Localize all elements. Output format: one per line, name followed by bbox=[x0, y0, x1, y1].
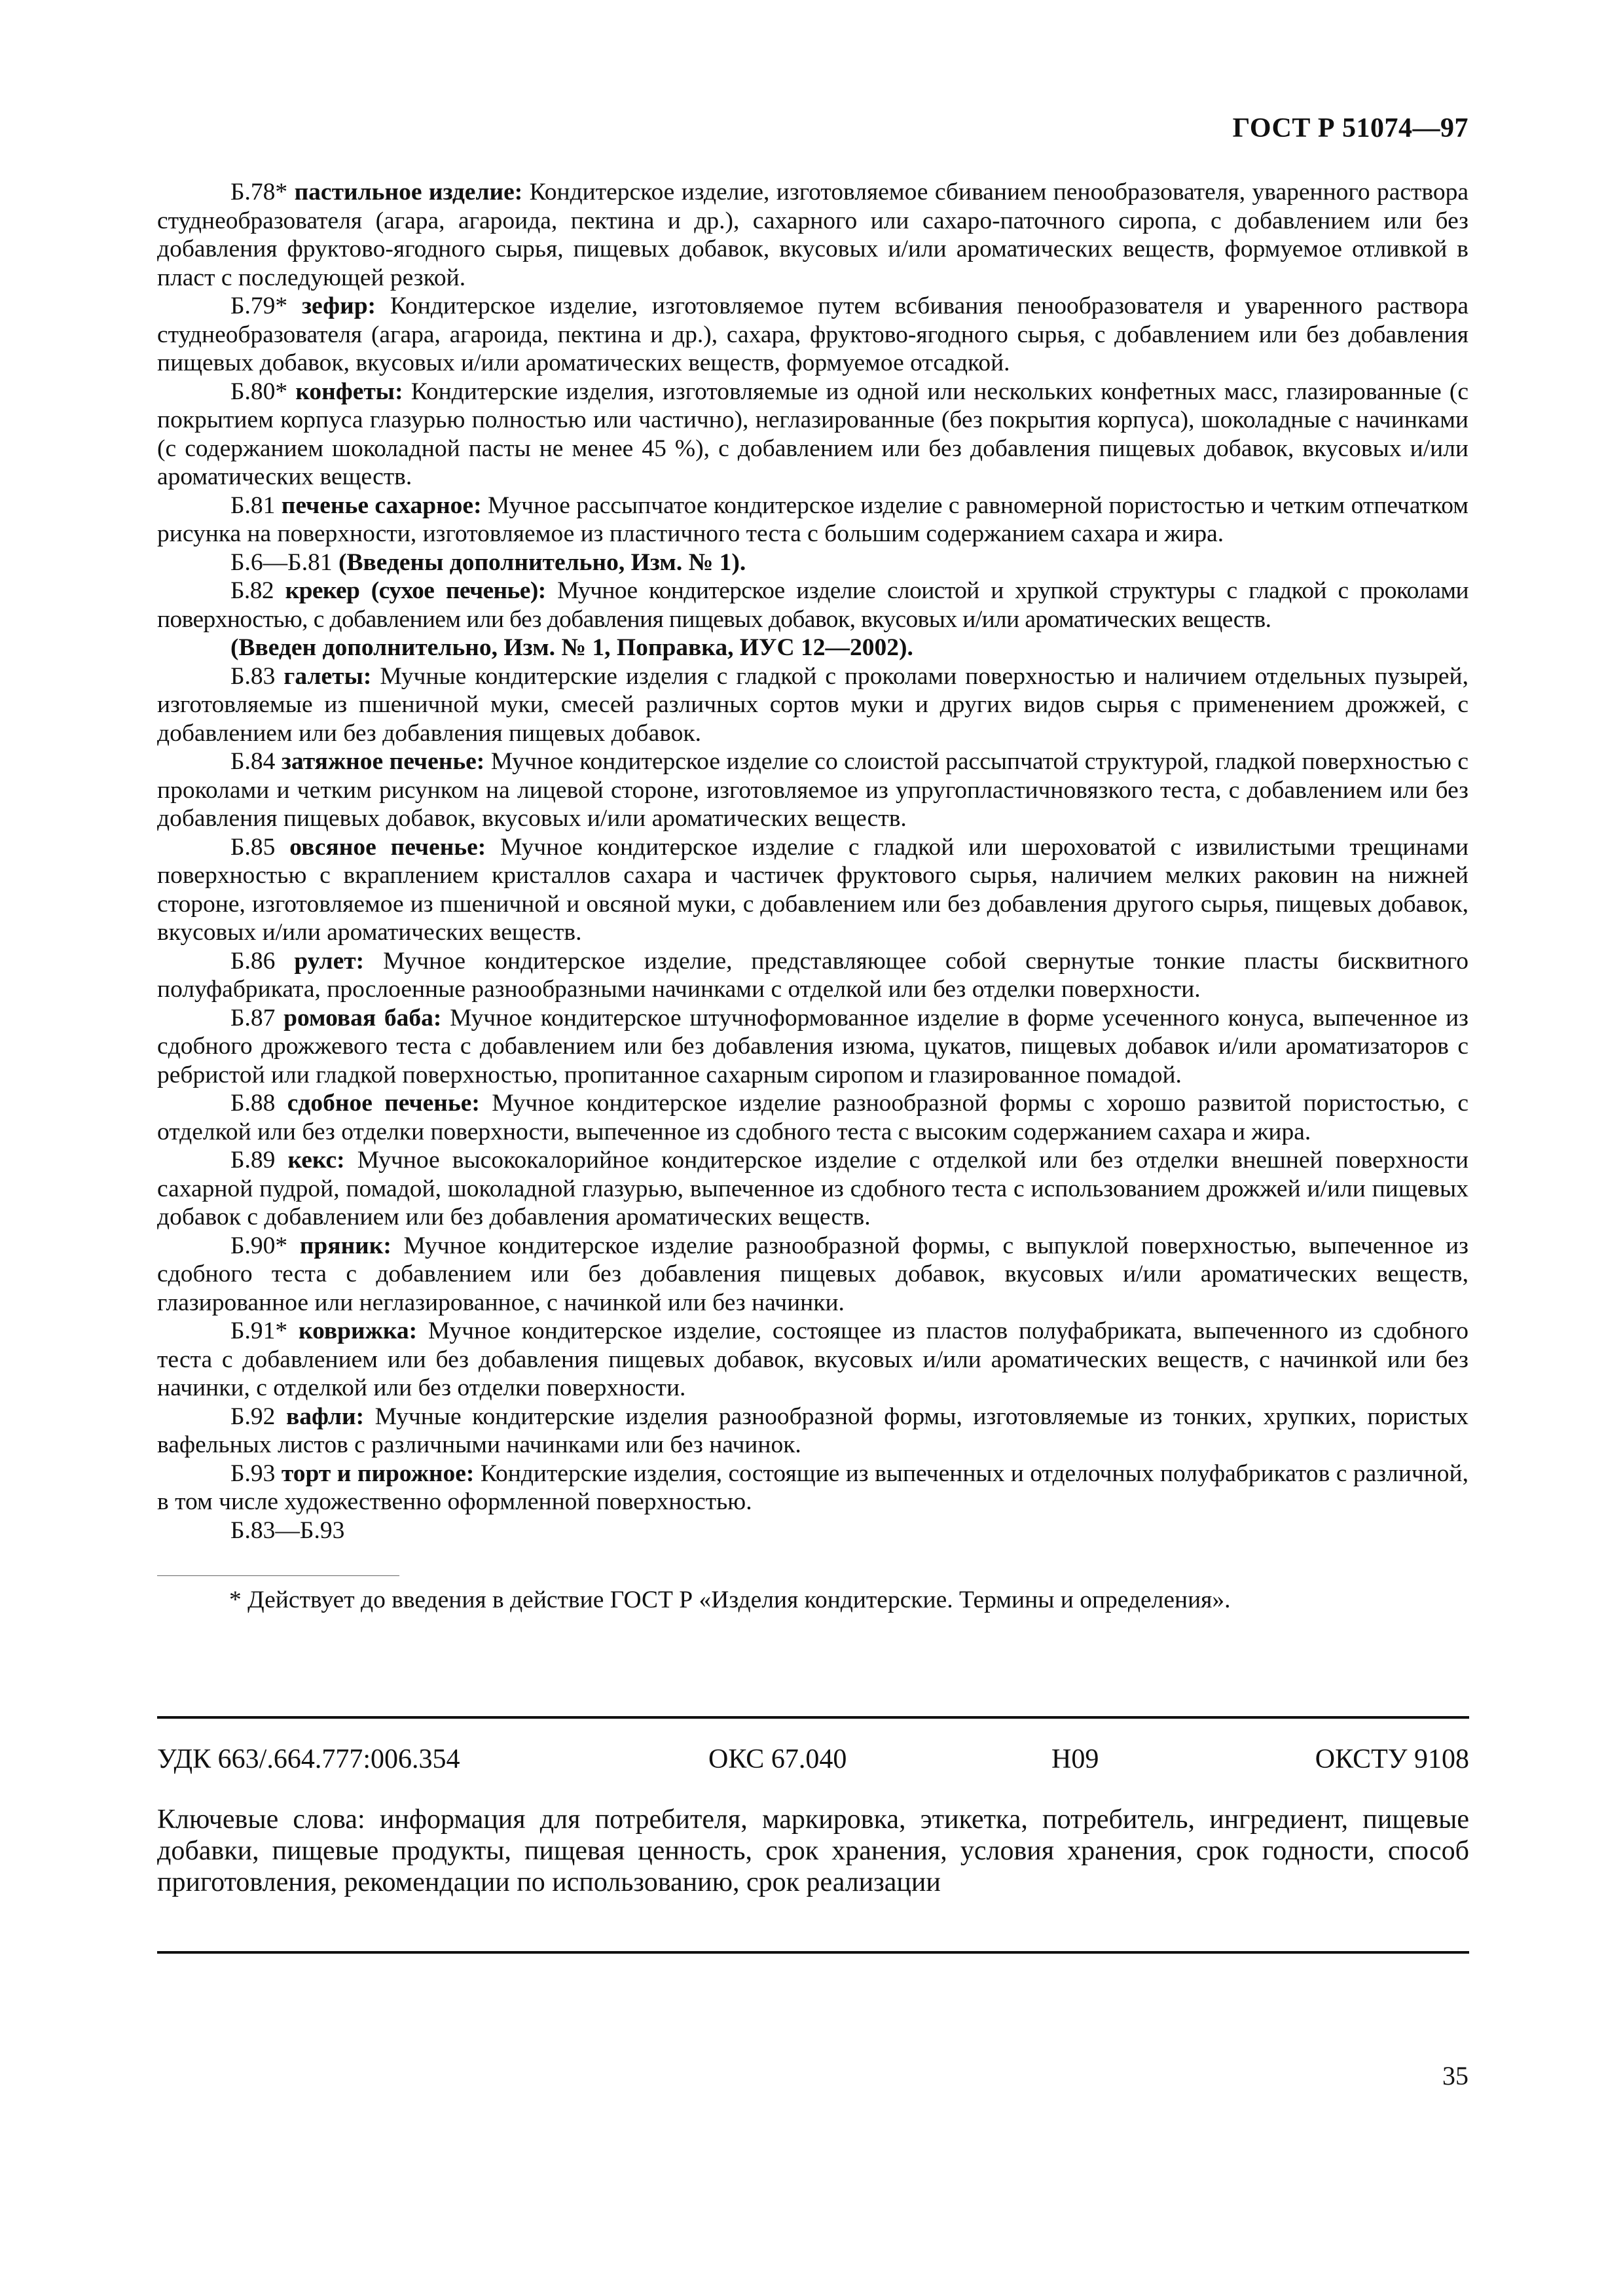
amendment-note bbox=[157, 548, 1468, 577]
definition-term: ромовая баба: bbox=[283, 1004, 442, 1031]
definition-text: Мучные кондитерские изделия разнообразной формы, изготовляемые из тонких, хрупких, пористых вафельных листов с различными начинками или без начинок. bbox=[157, 1403, 1469, 1458]
definition-term: торт и пирожное: bbox=[281, 1460, 475, 1487]
definition-term: печенье сахарное: bbox=[281, 492, 482, 519]
oks-code: ОКС 67.040 bbox=[708, 1744, 847, 1774]
amendment-note bbox=[157, 634, 1468, 662]
definition-paragraph bbox=[157, 292, 1468, 378]
definition-text: Кондитерские изделия, состоящие из выпеченных и отделочных полуфабрикатов с различной, в том числе художественно оформленной поверхностью. bbox=[157, 1460, 1469, 1515]
classification-row bbox=[157, 1744, 1469, 1775]
definition-term: рулет: bbox=[294, 947, 365, 975]
footnote-divider bbox=[157, 1575, 399, 1576]
definition-paragraph bbox=[157, 662, 1468, 748]
definition-text: Кондитерские изделия, изготовляемые из одной или нескольких конфетных масс, глазированные (с покрытием корпуса глазурью полностью или частично), неглазированные (без покрытия корпуса), шоколадные с начинками (с содержанием шоколадной пасты не менее 45 %), с добавлением или без добавления пищевых добавок, вкусовых и/или ароматических веществ. bbox=[157, 378, 1468, 490]
definition-paragraph bbox=[157, 1317, 1468, 1403]
definition-paragraph bbox=[157, 1089, 1468, 1146]
definition-paragraph bbox=[157, 1403, 1468, 1460]
definition-term: зефир: bbox=[301, 293, 376, 319]
definition-term: коврижка: bbox=[298, 1318, 418, 1344]
definition-text: Мучные кондитерские изделия с гладкой с проколами поверхностью и наличием отдельных пузырей, изготовляемые из пшеничной муки, смесей различных сортов муки и других видов сырья с применением дрожжей, с добавлением или без добавления пищевых добавок. bbox=[157, 662, 1469, 747]
definition-term: кекс: bbox=[287, 1147, 345, 1174]
definition-text: Кондитерское изделие, изготовляемое сбиванием пенообразователя, уваренного раствора студнеобразователя (агара, агароида, пектина и др.), сахарного или сахаро-паточного сиропа, с добавлением или без добавления фруктово-ягодного сырья, пищевых добавок, вкусовых и/или ароматических веществ, формуемое отливкой в пласт с последующей резкой. bbox=[157, 179, 1469, 291]
definition-term: пастильное изделие: bbox=[294, 179, 523, 206]
definition-term: конфеты: bbox=[295, 378, 403, 405]
definition-term: сдобное печенье: bbox=[287, 1090, 480, 1117]
definition-term: пряник: bbox=[299, 1232, 392, 1259]
section-divider-top bbox=[157, 1716, 1469, 1719]
definition-text: Мучное кондитерское изделие со слоистой рассыпчатой структурой, гладкой поверхностью с проколами и четким рисунком на лицевой стороне, изготовляемое из упругопластичновязкого теста, с добавлением или без добавления пищевых добавок, вкусовых и/или ароматических веществ. bbox=[157, 748, 1469, 832]
definition-paragraph bbox=[157, 1516, 1468, 1545]
definition-text: Мучное кондитерское изделие с гладкой или шероховатой с извилистыми трещинами поверхностью с вкраплением кристаллов сахара и частичек фруктового сырья, наличием мелких раковин на нижней стороне, изготовляемое из пшеничной и овсяной муки, с добавлением или без добавления другого сырья, пищевых добавок, вкусовых и/или ароматических веществ. bbox=[157, 833, 1469, 946]
definition-number: Б.78* bbox=[230, 179, 288, 206]
definition-term: вафли: bbox=[285, 1403, 365, 1430]
footnote: * Действует до введения в действие ГОСТ Р «Изделия кондитерские. Термины и определения». bbox=[229, 1587, 1231, 1613]
definition-number: Б.82 bbox=[230, 577, 274, 604]
definition-paragraph bbox=[157, 178, 1468, 292]
definition-text: Кондитерское изделие, изготовляемое путем всбивания пенообразователя и уваренного раствора студнеобразователя (агара, агароида, пектина и др.), сахара, фруктово-ягодного сырья, с добавлением или без добавления пищевых добавок, вкусовых и/или ароматических веществ, формуемое отсадкой. bbox=[157, 293, 1468, 376]
definition-text: Мучное высококалорийное кондитерское изделие с отделкой или без отделки внешней поверхности сахарной пудрой, помадой, шоколадной глазурью, выпеченное из сдобного теста с использованием дрожжей и/или пищевых добавок с добавлением или без добавления ароматических веществ. bbox=[157, 1147, 1469, 1230]
definition-paragraph bbox=[157, 747, 1468, 833]
definition-number: Б.83 bbox=[230, 662, 276, 690]
definition-term: галеты: bbox=[283, 662, 372, 690]
definition-paragraph bbox=[157, 947, 1468, 1004]
definition-number: Б.6—Б.81 bbox=[230, 548, 333, 576]
definition-paragraph bbox=[157, 833, 1468, 947]
keywords: Ключевые слова: информация для потребителя, маркировка, этикетка, потребитель, ингредиент, пищевые добавки, пищевые продукты, пищевая ценность, срок хранения, условия хранения, срок годности, способ приготовления, рекомендации по использованию, срок реализации bbox=[157, 1804, 1469, 1897]
definition-number: Б.81 bbox=[230, 492, 276, 519]
definition-paragraph bbox=[157, 1146, 1468, 1232]
definition-text: Мучное кондитерское изделие разнообразной формы, с выпуклой поверхностью, выпеченное из сдобного теста с добавлением или без добавления пищевых добавок, вкусовых и/или ароматических веществ, глазированное или неглазированное, с начинкой или без начинки. bbox=[157, 1232, 1468, 1316]
definition-number: Б.92 bbox=[230, 1403, 276, 1430]
definition-paragraph bbox=[157, 577, 1468, 634]
definition-text: Мучное кондитерское изделие, представляющее собой свернутые тонкие пласты бисквитного полуфабриката, прослоенные разнообразными начинками с отделкой или без отделки поверхности. bbox=[157, 947, 1468, 1003]
definition-number: Б.87 bbox=[230, 1004, 276, 1031]
section-divider-bottom bbox=[157, 1951, 1469, 1954]
page-number: 35 bbox=[1442, 2061, 1468, 2090]
definition-number: Б.84 bbox=[230, 748, 276, 775]
definition-number: Б.90* bbox=[230, 1232, 288, 1259]
definition-paragraph bbox=[157, 1460, 1468, 1516]
definition-paragraph bbox=[157, 1232, 1468, 1318]
udk-code: УДК 663/.664.777:006.354 bbox=[157, 1744, 460, 1774]
definition-text: Мучное рассыпчатое кондитерское изделие с равномерной пористостью и четким отпечатком рисунка на поверхности, изготовляемое из пластичного теста с большим содержанием сахара и жира. bbox=[157, 492, 1468, 547]
definition-paragraph bbox=[157, 378, 1468, 492]
definition-number: Б.86 bbox=[230, 947, 276, 975]
amendment-text: (Введены дополнительно, Изм. № 1). bbox=[338, 548, 746, 576]
definition-number: Б.83—Б.93 bbox=[230, 1516, 345, 1544]
definition-paragraph bbox=[157, 1004, 1468, 1090]
okstu-code: ОКСТУ 9108 bbox=[1315, 1744, 1469, 1774]
definition-number: Б.80* bbox=[230, 378, 288, 405]
definition-term: овсяное печенье: bbox=[289, 833, 486, 861]
amendment-text: (Введен дополнительно, Изм. № 1, Поправка, ИУС 12—2002). bbox=[230, 634, 913, 661]
definition-text: Мучное кондитерское изделие слоистой и хрупкой структуры с гладкой с проколами поверхностью, с добавлением или без добавления пищевых добавок, вкусовых и/или ароматических веществ. bbox=[157, 577, 1468, 633]
definition-number: Б.89 bbox=[230, 1147, 276, 1174]
document-header: ГОСТ Р 51074—97 bbox=[1232, 113, 1468, 143]
definition-number: Б.85 bbox=[230, 833, 276, 861]
definition-text: Мучное кондитерское изделие разнообразной формы с хорошо развитой пористостью, с отделкой или без отделки поверхности, выпеченное из сдобного теста с высоким содержанием сахара и жира. bbox=[157, 1090, 1468, 1145]
definitions-body bbox=[157, 178, 1468, 1545]
definition-term: крекер (сухое печенье): bbox=[285, 577, 546, 604]
definition-number: Б.93 bbox=[230, 1460, 276, 1487]
definition-paragraph bbox=[157, 492, 1468, 548]
group-code: Н09 bbox=[1051, 1744, 1099, 1774]
definition-text: Мучное кондитерское штучноформованное изделие в форме усеченного конуса, выпеченное из сдобного дрожжевого теста с добавлением или без добавления изюма, цукатов, пищевых добавок и/или ароматизаторов с ребристой или гладкой поверхностью, пропитанное сахарным сиропом и глазированное помадой. bbox=[157, 1004, 1468, 1088]
definition-number: Б.88 bbox=[230, 1090, 276, 1117]
definition-term: затяжное печенье: bbox=[281, 748, 485, 775]
definition-text: Мучное кондитерское изделие, состоящее из пластов полуфабриката, выпеченного из сдобного теста с добавлением или без добавления пищевых добавок, вкусовых и/или ароматических веществ, с начинкой или без начинки, с отделкой или без отделки поверхности. bbox=[157, 1318, 1468, 1401]
definition-number: Б.91* bbox=[230, 1318, 288, 1344]
definition-number: Б.79* bbox=[230, 293, 288, 319]
